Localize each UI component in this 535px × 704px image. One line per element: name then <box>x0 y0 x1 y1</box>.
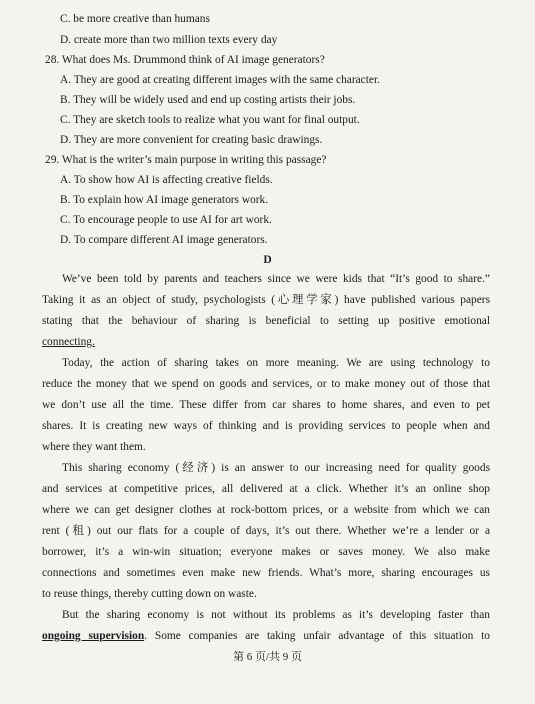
q28-option-b: B. They will be widely used and end up costing artists their jobs. <box>60 94 356 106</box>
page-footer: 第 6 页/共 9 页 <box>232 651 303 663</box>
q28-question: 28. What does Ms. Drummond think of AI image generators? <box>45 54 325 66</box>
passage-p3-line2: and services at competitive prices, all delivered at a click. Whether it’s an online shop <box>42 483 490 495</box>
passage-p3-line4: rent (租) out our flats for a couple of days, it’s out there. Whether we’re a lender or a <box>42 525 490 537</box>
passage-p1-line3: stating that the behaviour of sharing is beneficial to setting up positive emotional <box>42 315 490 327</box>
underlined-connecting: connecting. <box>42 336 95 348</box>
q28-option-a: A. They are good at creating different images with the same character. <box>60 74 380 86</box>
q29-option-d: D. To compare different AI image generators. <box>60 234 268 246</box>
passage-p4-line2-rest: . Some companies are taking unfair advantage of this situation to <box>144 630 490 642</box>
passage-p3-line1: This sharing economy (经济) is an answer to our increasing need for quality goods <box>62 462 490 474</box>
q29-question: 29. What is the writer’s main purpose in writing this passage? <box>45 154 327 166</box>
section-heading: D <box>263 254 272 266</box>
passage-p1-line2: Taking it as an object of study, psychologists (心理学家) have published various papers <box>42 294 490 306</box>
q28-option-d: D. They are more convenient for creating basic drawings. <box>60 134 323 146</box>
passage-p4-line2 <box>42 626 490 647</box>
q27-option-c: C. be more creative than humans <box>60 13 210 25</box>
passage-p1-line4 <box>42 332 490 353</box>
passage-p2-line5: where they want them. <box>42 441 146 453</box>
passage-p1-line1: We’ve been told by parents and teachers since we were kids that “It’s good to share.” <box>62 273 490 285</box>
passage-p3-line7: to reuse things, thereby cutting down on waste. <box>42 588 257 600</box>
underlined-ongoing-supervision: ongoing supervision <box>42 630 145 642</box>
passage-p2-line2: reduce the money that we spend on goods and services, or to make money out of those that <box>42 378 490 390</box>
q28-option-c: C. They are sketch tools to realize what you want for final output. <box>60 114 360 126</box>
q29-option-a: A. To show how AI is affecting creative fields. <box>60 174 273 186</box>
passage-p4-line1: But the sharing economy is not without its problems as it’s developing faster than <box>62 609 490 621</box>
q29-option-c: C. To encourage people to use AI for art work. <box>60 214 272 226</box>
passage-p3-line6: connections and sometimes even make new friends. What’s more, sharing encourages us <box>42 567 490 579</box>
q27-option-d: D. create more than two million texts every day <box>60 34 278 46</box>
passage-p2-line4: shares. It is creating new ways of thinking and is providing services to people when and <box>42 420 490 432</box>
passage-p2-line3: we don’t use all the time. These differ from car shares to home shares, and even to pet <box>42 399 490 411</box>
passage-p3-line3: where we can get designer clothes at rock-bottom prices, or a website from which we can <box>42 504 490 516</box>
q29-option-b: B. To explain how AI image generators work. <box>60 194 269 206</box>
passage-p2-line1: Today, the action of sharing takes on more meaning. We are using technology to <box>62 357 490 369</box>
passage-p3-line5: borrower, it’s a win-win situation; everyone makes or saves money. We also make <box>42 546 490 558</box>
